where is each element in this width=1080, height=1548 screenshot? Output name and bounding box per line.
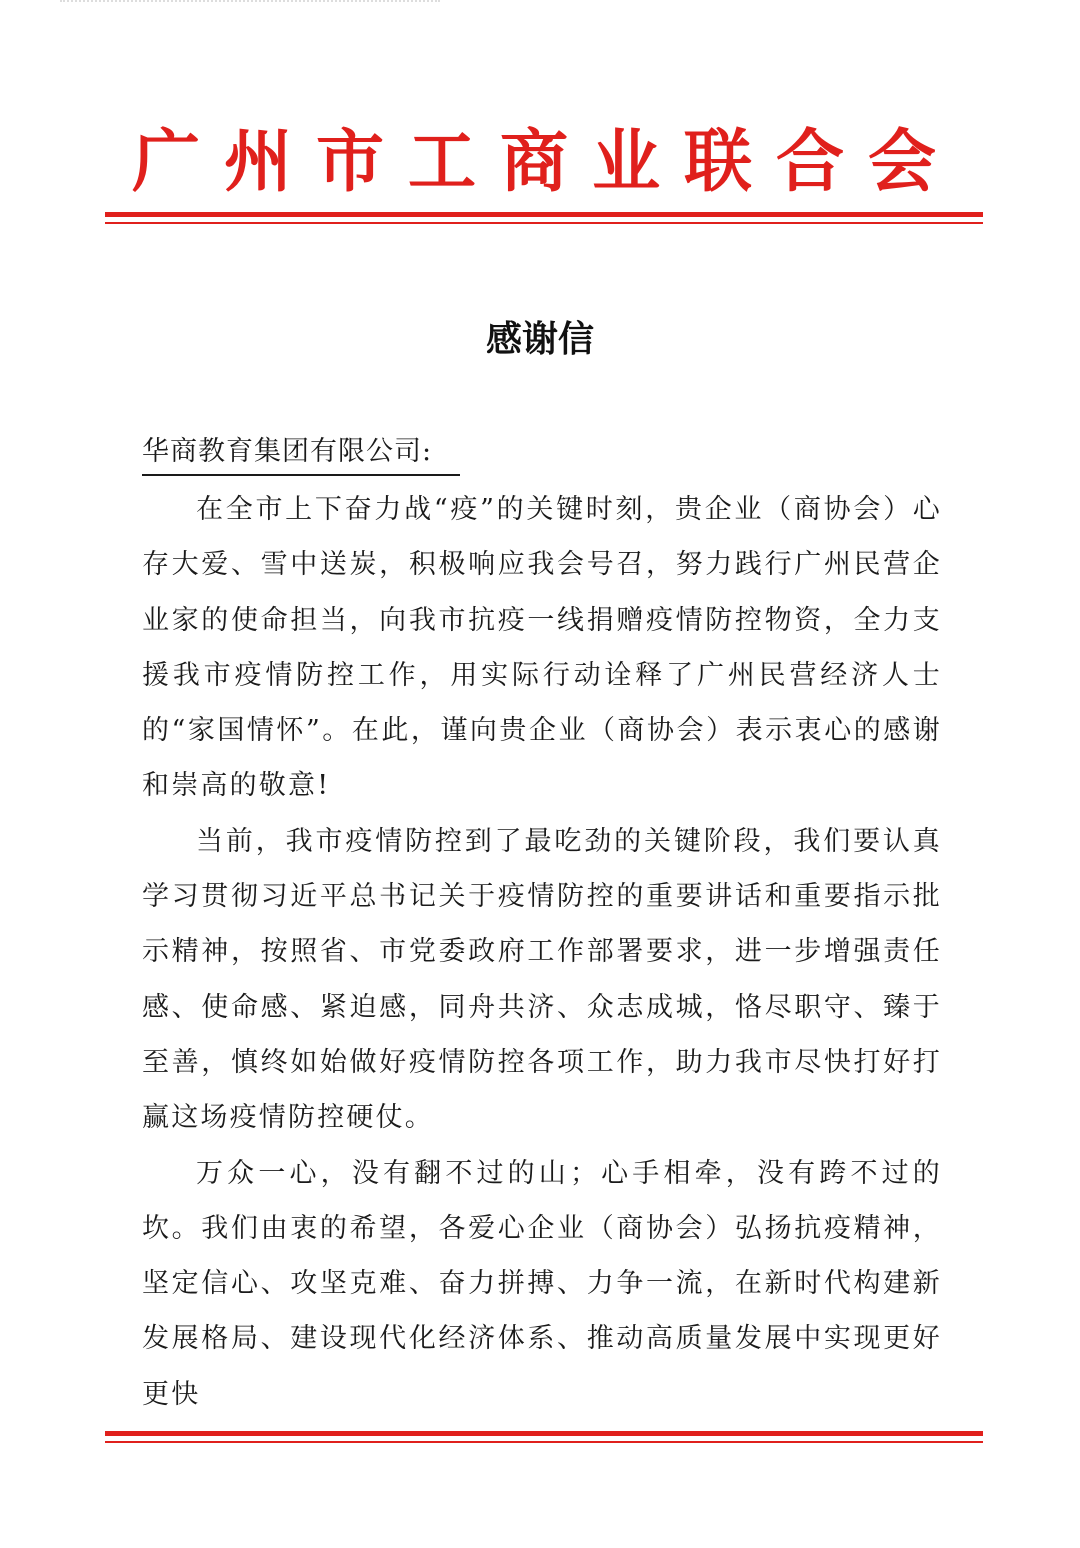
letterhead-org-name: 广州市工商业联合会 (131, 123, 960, 202)
letter-paragraph: 万众一心，没有翻不过的山；心手相牵，没有跨不过的坎。我们由衷的希望，各爱心企业（商协会）弘扬抗疫精神，坚定信心、攻坚克难、奋力拼搏、力争一流，在新时代构建新发展格局、建设现代化经济体系、推动高质量发展中实现更好更快 (142, 1157, 942, 1410)
footer-red-rule-thick (105, 1431, 983, 1436)
letter-title: 感谢信 (485, 319, 594, 360)
letter-body (142, 482, 942, 1422)
letter-paragraph: 在全市上下奋力战“疫”的关键时刻，贵企业（商协会）心存大爱、雪中送炭，积极响应我会号召，努力践行广州民营企业家的使命担当，向我市抗疫一线捐赠疫情防控物资，全力支援我市疫情防控工作，用实际行动诠释了广州民营经济人士的“家国情怀”。在此，谨向贵企业（商协会）表示衷心的感谢和崇高的敬意! (142, 494, 942, 802)
letter-salutation: 华商教育集团有限公司: (142, 430, 460, 476)
scan-edge-mark (60, 0, 440, 8)
header-red-rule-thick (105, 212, 983, 217)
letter-paragraph: 当前，我市疫情防控到了最吃劲的关键阶段，我们要认真学习贯彻习近平总书记关于疫情防控的重要讲话和重要指示批示精神，按照省、市党委政府工作部署要求，进一步增强责任感、使命感、紧迫感，同舟共济、众志成城，恪尽职守、臻于至善，慎终如始做好疫情防控各项工作，助力我市尽快打好打赢这场疫情防控硬仗。 (142, 825, 942, 1134)
header-red-rule-thin (105, 222, 983, 224)
footer-red-rule-thin (105, 1441, 983, 1443)
